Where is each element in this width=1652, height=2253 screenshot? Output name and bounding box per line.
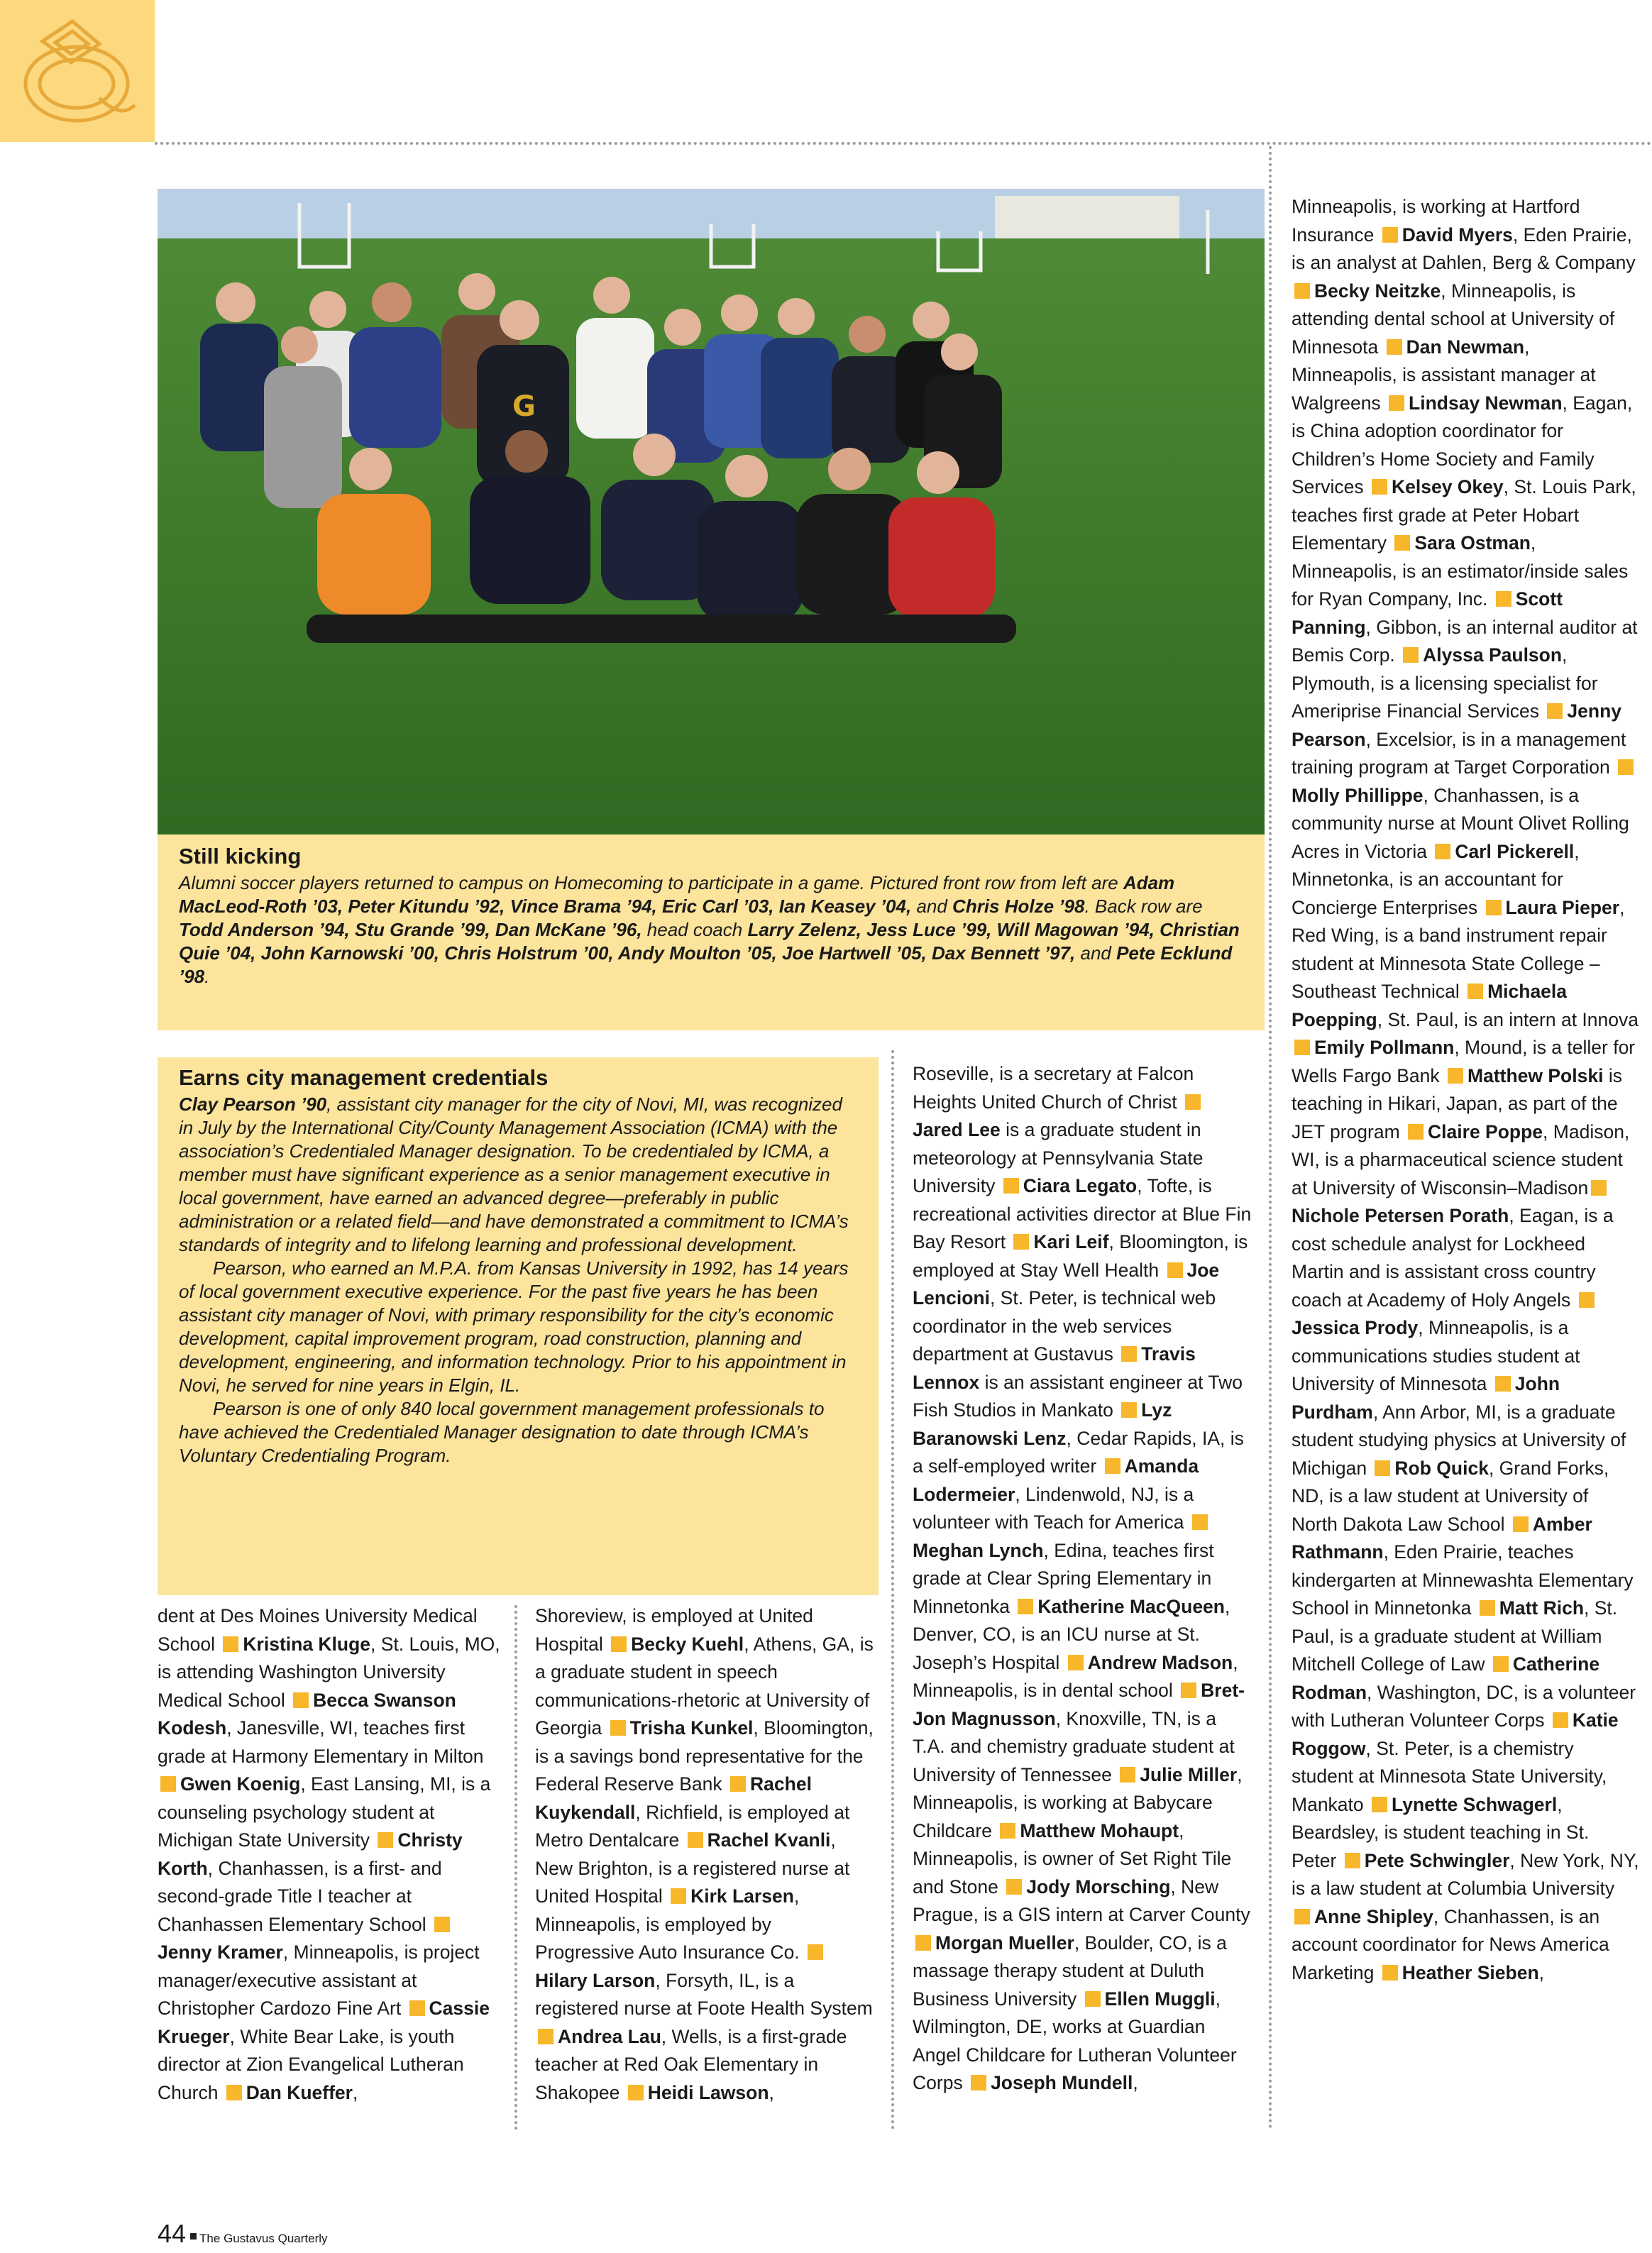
bullet-square-icon bbox=[434, 1917, 450, 1932]
bullet-square-icon bbox=[1181, 1682, 1196, 1698]
entry-text: , Ann Arbor, MI, is a graduate student studying physics at University of Michigan bbox=[1292, 1401, 1626, 1479]
alumni-name: Becky Kuehl bbox=[631, 1633, 744, 1655]
bullet-square-icon bbox=[538, 2029, 554, 2044]
entry-text: , bbox=[1538, 1961, 1545, 1983]
bullet-square-icon bbox=[1085, 1991, 1101, 2007]
team-photo-illustration bbox=[158, 189, 1265, 834]
alumni-name: Andrew Madson bbox=[1087, 1651, 1233, 1673]
bullet-square-icon bbox=[1105, 1458, 1120, 1474]
entry-text: , Minneapolis, is an estimator/inside sales for Ryan Company, Inc. bbox=[1292, 532, 1629, 610]
entry-text: , Chanhassen, is a community nurse at Mount Olivet Rolling Acres in Victoria bbox=[1292, 784, 1629, 862]
alumni-name: Katie Roggow bbox=[1292, 1709, 1619, 1759]
bullet-square-icon bbox=[1000, 1823, 1015, 1839]
entry-text: dent at Des Moines University Medical School bbox=[158, 1605, 478, 1655]
alumni-name: Lynette Schwagerl bbox=[1392, 1793, 1558, 1815]
bullet-square-icon bbox=[1372, 1797, 1387, 1812]
alumni-name: Gwen Koenig bbox=[180, 1773, 301, 1795]
entry-text: Roseville, is a secretary at Falcon Heights United Church of Christ bbox=[913, 1063, 1194, 1113]
entry-text: , St. Peter, is technical web coordinator in the web services department at Gustavus bbox=[913, 1287, 1216, 1365]
alumni-name: Becca Swanson Kodesh bbox=[158, 1689, 456, 1739]
class-notes-column-3 bbox=[913, 1060, 1253, 2098]
entry-text: Minneapolis, is working at Hartford Insurance bbox=[1292, 196, 1580, 246]
entry-text: , Janesville, WI, teaches first grade at Harmony Elementary in Milton bbox=[158, 1717, 484, 1767]
entry-text: , Washington, DC, is a volunteer with Lutheran Volunteer Corps bbox=[1292, 1681, 1636, 1731]
bullet-square-icon bbox=[223, 1636, 238, 1652]
bullet-square-icon bbox=[1192, 1514, 1208, 1530]
bullet-square-icon bbox=[1448, 1068, 1463, 1084]
body-text: and bbox=[1075, 942, 1117, 964]
alumni-name: Matt Rich bbox=[1499, 1597, 1584, 1619]
entry-text: , Eagan, is China adoption coordinator for Children’s Home Society and Family Services bbox=[1292, 392, 1633, 497]
body-text: Pearson is one of only 840 local government management professionals to have achieved the Credentialed Manager designation to date through ICMA’s Voluntary Credentialing Program. bbox=[179, 1398, 825, 1466]
bullet-square-icon bbox=[1013, 1234, 1029, 1250]
entry-text: , New Brighton, is a registered nurse at United Hospital bbox=[535, 1829, 850, 1907]
bullet-square-icon bbox=[293, 1692, 309, 1708]
bullet-square-icon bbox=[1495, 1376, 1511, 1392]
name-text: Larry Zelenz, Jess Luce ’99, Will Magowan ’94, Christian Quie ’04, John Karnowski ’00, Chris Holstrum ’00, Andy Moulton ’05, Joe Hartwell ’05, Dax Bennett ’97, bbox=[179, 919, 1240, 964]
entry-text: , Eagan, is a cost schedule analyst for Lockheed Martin and is assistant cross country coach at Academy of Holy Angels bbox=[1292, 1205, 1614, 1311]
bullet-square-icon bbox=[1591, 1180, 1607, 1196]
bullet-square-icon bbox=[1345, 1853, 1360, 1868]
entry-text: , Minneapolis, is attending dental school at University of Minnesota bbox=[1292, 280, 1615, 358]
alumni-name: Kristina Kluge bbox=[243, 1633, 371, 1655]
entry-text: , Minnetonka, is an accountant for Concierge Enterprises bbox=[1292, 840, 1580, 918]
alumni-name: Lyz Baranowski Lenz bbox=[913, 1399, 1172, 1449]
entry-text: , East Lansing, MI, is a counseling psychology student at Michigan State University bbox=[158, 1773, 491, 1851]
name-text: Clay Pearson ’90 bbox=[179, 1094, 327, 1115]
alumni-name: Christy Korth bbox=[158, 1829, 463, 1879]
alumni-name: Rachel Kuykendall bbox=[535, 1773, 812, 1823]
body-text: . Back row are bbox=[1084, 896, 1203, 917]
entry-text: , bbox=[353, 2081, 358, 2103]
alumni-name: Bret-Jon Magnusson bbox=[913, 1680, 1245, 1729]
alumni-name: Sara Ostman bbox=[1414, 532, 1531, 553]
alumni-name: Hilary Larson bbox=[535, 1969, 656, 1991]
alumni-name: Heidi Lawson bbox=[647, 2081, 769, 2103]
entry-text: , Richfield, is employed at Metro Dentalcare bbox=[535, 1801, 850, 1851]
alumni-name: Alyssa Paulson bbox=[1423, 644, 1563, 666]
header-rule bbox=[155, 142, 1652, 145]
entry-text: , Denver, CO, is an ICU nurse at St. Joseph’s Hospital bbox=[913, 1595, 1230, 1673]
bullet-square-icon bbox=[1018, 1599, 1033, 1614]
caption-title: Still kicking bbox=[179, 844, 302, 869]
alumni-name: John Purdham bbox=[1292, 1373, 1560, 1423]
bullet-square-icon bbox=[1167, 1262, 1183, 1278]
alumni-name: Jenny Pearson bbox=[1292, 700, 1621, 750]
alumni-name: Nichole Petersen Porath bbox=[1292, 1205, 1509, 1226]
bullet-square-icon bbox=[1294, 1909, 1310, 1924]
entry-text: , Beardsley, is student teaching in St. Peter bbox=[1292, 1793, 1590, 1871]
entry-text: , Minneapolis, is working at Babycare Childcare bbox=[913, 1763, 1243, 1841]
entry-text: , Bloomington, is a savings bond representative for the Federal Reserve Bank bbox=[535, 1717, 874, 1795]
bullet-square-icon bbox=[409, 2000, 425, 2016]
alumni-name: Amber Rathmann bbox=[1292, 1513, 1592, 1563]
alumni-name: Travis Lennox bbox=[913, 1343, 1196, 1393]
bullet-square-icon bbox=[1382, 227, 1398, 243]
bullet-square-icon bbox=[1394, 535, 1410, 551]
class-notes-column-1 bbox=[158, 1602, 508, 2107]
bullet-square-icon bbox=[1403, 647, 1419, 663]
bullet-square-icon bbox=[1579, 1292, 1595, 1308]
alumni-name: Jessica Prody bbox=[1292, 1317, 1419, 1338]
bullet-square-icon bbox=[808, 1944, 823, 1960]
column-divider bbox=[891, 1050, 894, 2130]
alumni-name: Cassie Krueger bbox=[158, 1998, 490, 2047]
entry-text: , Tofte, is recreational activities director at Blue Fin Bay Resort bbox=[913, 1175, 1252, 1252]
entry-text: , bbox=[769, 2081, 774, 2103]
sidebar-title: Earns city management credentials bbox=[179, 1065, 549, 1090]
bullet-square-icon bbox=[378, 1832, 393, 1848]
bullet-square-icon bbox=[610, 1720, 626, 1736]
bullet-square-icon bbox=[226, 2085, 242, 2100]
bullet-square-icon bbox=[971, 2075, 986, 2091]
body-text: , assistant city manager for the city of Novi, MI, was recognized in July by the International City/County Management Association (ICMA) with the association’s Credentialed Manager designation. To be credentialed by ICMA, a member must have significant experience as a senior management executive in local government, have earned an advanced degree—preferably in public administration or a related field—and have demonstrated a commitment to ICMA’s standards of integrity and to lifelong learning and professional development. bbox=[179, 1094, 849, 1255]
alumni-name: Carl Pickerell bbox=[1455, 840, 1575, 862]
alumni-name: Matthew Mohaupt bbox=[1020, 1819, 1179, 1841]
bullet-square-icon bbox=[1496, 591, 1511, 607]
alumni-name: Joseph Mundell bbox=[991, 2072, 1133, 2093]
entry-text: , St. Peter, is a chemistry student at Minnesota State University, Mankato bbox=[1292, 1737, 1607, 1815]
alumni-name: Pete Schwingler bbox=[1364, 1849, 1510, 1871]
name-text: Pete Ecklund ’98 bbox=[179, 942, 1233, 987]
class-ring-icon bbox=[14, 13, 149, 133]
alumni-name: Julie Miller bbox=[1140, 1763, 1238, 1785]
bullet-square-icon bbox=[688, 1832, 703, 1848]
entry-text: , Red Wing, is a band instrument repair student at Minnesota State College – Southeast Technical bbox=[1292, 896, 1625, 1002]
bullet-square-icon bbox=[1486, 900, 1502, 915]
entry-text: , Minneapolis, is a communications studies student at University of Minnesota bbox=[1292, 1317, 1580, 1394]
sidebar-paragraph bbox=[179, 1257, 857, 1397]
entry-text: , Wells, is a first-grade teacher at Red Oak Elementary in Shakopee bbox=[535, 2025, 847, 2103]
entry-text: , Bloomington, is employed at Stay Well Health bbox=[913, 1231, 1248, 1281]
alumni-name: Laura Pieper bbox=[1505, 896, 1620, 918]
alumni-name: Becky Neitzke bbox=[1314, 280, 1441, 302]
entry-text: , Gibbon, is an internal auditor at Bemis Corp. bbox=[1292, 616, 1638, 666]
entry-text: , White Bear Lake, is youth director at Zion Evangelical Lutheran Church bbox=[158, 2025, 464, 2103]
entry-text: , Forsyth, IL, is a registered nurse at Foote Health System bbox=[535, 1969, 873, 2019]
entry-text: , Plymouth, is a licensing specialist for Ameriprise Financial Services bbox=[1292, 644, 1598, 722]
entry-text: is an assistant engineer at Two Fish Studios in Mankato bbox=[913, 1371, 1243, 1421]
bullet-square-icon bbox=[1408, 1124, 1424, 1140]
bullet-square-icon bbox=[1003, 1178, 1019, 1194]
bullet-square-icon bbox=[1294, 283, 1310, 299]
sidebar-body bbox=[179, 1093, 857, 1467]
footer-bullet bbox=[190, 2233, 197, 2240]
bullet-square-icon bbox=[1372, 479, 1387, 495]
bullet-square-icon bbox=[1375, 1460, 1390, 1476]
sidebar-paragraph bbox=[179, 1397, 857, 1467]
alumni-name: Amanda Lodermeier bbox=[913, 1455, 1199, 1505]
entry-text: , Eden Prairie, is an analyst at Dahlen, Berg & Company bbox=[1292, 224, 1636, 273]
alumni-name: Matthew Polski bbox=[1467, 1064, 1604, 1086]
bullet-square-icon bbox=[1618, 759, 1634, 775]
photo-caption bbox=[158, 834, 1265, 1030]
sidebar-paragraph bbox=[179, 1093, 857, 1257]
alumni-name: Ciara Legato bbox=[1023, 1175, 1138, 1196]
entry-text: is a graduate student in meteorology at Pennsylvania State University bbox=[913, 1119, 1204, 1196]
body-text: head coach bbox=[641, 919, 748, 940]
alumni-name: Kirk Larsen bbox=[690, 1885, 794, 1907]
bullet-square-icon bbox=[1547, 703, 1563, 719]
entry-text: , Grand Forks, ND, is a law student at University of North Dakota Law School bbox=[1292, 1457, 1609, 1535]
alumni-name: Katherine MacQueen bbox=[1037, 1595, 1225, 1617]
entry-text: , Athens, GA, is a graduate student in speech communications-rhetoric at University of Georgia bbox=[535, 1633, 874, 1739]
entry-text: , Minneapolis, is in dental school bbox=[913, 1651, 1238, 1701]
bullet-square-icon bbox=[611, 1636, 627, 1652]
bullet-square-icon bbox=[628, 2085, 644, 2100]
caption-text bbox=[179, 871, 1243, 988]
entry-text: , Chanhassen, is an account coordinator for News America Marketing bbox=[1292, 1905, 1609, 1983]
alumni-name: Claire Poppe bbox=[1428, 1120, 1543, 1142]
entry-text: , Wilmington, DE, works at Guardian Angel Childcare for Lutheran Volunteer Corps bbox=[913, 1988, 1237, 2093]
alumni-name: Emily Pollmann bbox=[1314, 1037, 1455, 1058]
entry-text: , Cedar Rapids, IA, is a self-employed writer bbox=[913, 1427, 1244, 1477]
alumni-name: Lindsay Newman bbox=[1409, 392, 1563, 414]
bullet-square-icon bbox=[1467, 984, 1483, 999]
entry-text: Shoreview, is employed at United Hospital bbox=[535, 1605, 813, 1655]
bullet-square-icon bbox=[1553, 1712, 1568, 1728]
name-text: Adam MacLeod-Roth ’03, Peter Kitundu ’92, Vince Brama ’94, Eric Carl ’03, Ian Keasey ’04, bbox=[179, 872, 1175, 917]
bullet-square-icon bbox=[1294, 1040, 1310, 1055]
entry-text: , St. Paul, is a graduate student at William Mitchell College of Law bbox=[1292, 1597, 1618, 1675]
class-notes-column-4 bbox=[1292, 193, 1639, 1987]
page-footer bbox=[158, 2220, 328, 2253]
sidebar-story bbox=[158, 1057, 879, 1595]
bullet-square-icon bbox=[1387, 339, 1402, 355]
alumni-name: Trisha Kunkel bbox=[629, 1717, 754, 1739]
entry-text: , Lindenwold, NJ, is a volunteer with Teach for America bbox=[913, 1483, 1194, 1533]
bullet-square-icon bbox=[1120, 1767, 1135, 1783]
name-text: Chris Holze ’98 bbox=[952, 896, 1085, 917]
bullet-square-icon bbox=[1121, 1402, 1137, 1418]
column-divider bbox=[514, 1605, 517, 2130]
entry-text: is teaching in Hikari, Japan, as part of the JET program bbox=[1292, 1064, 1622, 1142]
entry-text: , St. Paul, is an intern at Innova bbox=[1377, 1008, 1639, 1030]
bullet-square-icon bbox=[1493, 1656, 1509, 1672]
alumni-name: Scott Panning bbox=[1292, 588, 1563, 638]
entry-text: , Chanhassen, is a first- and second-grade Title I teacher at Chanhassen Elementary School bbox=[158, 1857, 442, 1935]
entry-text: , Excelsior, is in a management training program at Target Corporation bbox=[1292, 728, 1626, 778]
entry-text: , St. Louis Park, teaches first grade at Peter Hobart Elementary bbox=[1292, 476, 1636, 553]
alumni-name: Michaela Poepping bbox=[1292, 981, 1568, 1030]
entry-text: , Madison, WI, is a pharmaceutical science student at University of Wisconsin–Madison bbox=[1292, 1120, 1630, 1199]
entry-text: , Minneapolis, is employed by Progressive Auto Insurance Co. bbox=[535, 1885, 805, 1963]
body-text: Alumni soccer players returned to campus on Homecoming to participate in a game. Pictured front row from left are bbox=[179, 872, 1123, 893]
alumni-name: Jody Morsching bbox=[1026, 1875, 1171, 1897]
alumni-name: Catherine Rodman bbox=[1292, 1653, 1600, 1703]
bullet-square-icon bbox=[1389, 395, 1404, 411]
bullet-square-icon bbox=[671, 1888, 686, 1904]
alumni-name: Morgan Mueller bbox=[935, 1932, 1074, 1954]
section-tab bbox=[0, 0, 155, 142]
alumni-name: David Myers bbox=[1402, 224, 1513, 246]
alumni-name: Kelsey Okey bbox=[1391, 476, 1504, 497]
entry-text: , Boulder, CO, is a massage therapy student at Duluth Business University bbox=[913, 1932, 1227, 2010]
column-divider bbox=[1269, 146, 1272, 2130]
alumni-name: Jenny Kramer bbox=[158, 1941, 283, 1963]
alumni-name: Dan Newman bbox=[1406, 336, 1525, 358]
bullet-square-icon bbox=[1513, 1516, 1529, 1532]
entry-text: , Minneapolis, is assistant manager at Walgreens bbox=[1292, 336, 1596, 414]
bullet-square-icon bbox=[1185, 1094, 1201, 1110]
entry-text: , St. Louis, MO, is attending Washington University Medical School bbox=[158, 1633, 500, 1711]
svg-text:G: G bbox=[512, 390, 536, 423]
alumni-name: Rob Quick bbox=[1394, 1457, 1489, 1479]
class-notes-column-2 bbox=[535, 1602, 876, 2107]
bullet-square-icon bbox=[160, 1776, 176, 1792]
alumni-name: Anne Shipley bbox=[1314, 1905, 1433, 1927]
entry-text: , Minneapolis, is project manager/executive assistant at Christopher Cardozo Fine Art bbox=[158, 1941, 480, 2019]
body-text: and bbox=[911, 896, 953, 917]
team-photo bbox=[158, 189, 1265, 834]
entry-text: , Knoxville, TN, is a T.A. and chemistry graduate student at University of Tennessee bbox=[913, 1707, 1235, 1785]
bullet-square-icon bbox=[1480, 1600, 1495, 1616]
body-text: Pearson, who earned an M.P.A. from Kansas University in 1992, has 14 years of local government executive experience. For the past five years he has been assistant city manager of Novi, with primary responsibility for the city’s economic development, capital improvement program, road construction, planning and development, engineering, and information technology. Prior to his appointment in Novi, he served for nine years in Elgin, IL. bbox=[179, 1257, 849, 1396]
alumni-name: Rachel Kvanli bbox=[707, 1829, 831, 1851]
entry-text: , Eden Prairie, teaches kindergarten at Minnewashta Elementary School in Minnetonka bbox=[1292, 1541, 1634, 1619]
alumni-name: Jared Lee bbox=[913, 1119, 1001, 1140]
bullet-square-icon bbox=[730, 1776, 746, 1792]
alumni-name: Dan Kueffer bbox=[246, 2081, 353, 2103]
alumni-name: Molly Phillippe bbox=[1292, 784, 1424, 806]
entry-text: , Minneapolis, is owner of Set Right Tile and Stone bbox=[913, 1819, 1232, 1897]
name-text: Todd Anderson ’94, Stu Grande ’99, Dan McKane ’96, bbox=[179, 919, 642, 940]
bullet-square-icon bbox=[1006, 1879, 1022, 1895]
body-text: . bbox=[204, 966, 210, 987]
publication-name: The Gustavus Quarterly bbox=[199, 2232, 328, 2245]
entry-text: , bbox=[1133, 2072, 1138, 2093]
alumni-name: Kari Leif bbox=[1033, 1231, 1109, 1252]
entry-text: , New Prague, is a GIS intern at Carver County bbox=[913, 1875, 1250, 1925]
bullet-square-icon bbox=[1121, 1346, 1137, 1362]
alumni-name: Ellen Muggli bbox=[1104, 1988, 1216, 2010]
entry-text: , Edina, teaches first grade at Clear Spring Elementary in Minnetonka bbox=[913, 1539, 1214, 1617]
bullet-square-icon bbox=[1435, 844, 1450, 859]
alumni-name: Joe Lencioni bbox=[913, 1259, 1220, 1309]
entry-text: , Mound, is a teller for Wells Fargo Bank bbox=[1292, 1037, 1636, 1086]
entry-text: , New York, NY, is a law student at Columbia University bbox=[1292, 1849, 1639, 1899]
alumni-name: Meghan Lynch bbox=[913, 1539, 1044, 1561]
bullet-square-icon bbox=[1382, 1965, 1398, 1981]
alumni-name: Andrea Lau bbox=[558, 2025, 661, 2047]
bullet-square-icon bbox=[1068, 1655, 1084, 1670]
bullet-square-icon bbox=[915, 1935, 931, 1951]
alumni-name: Heather Sieben bbox=[1402, 1961, 1539, 1983]
page-number: 44 bbox=[158, 2219, 187, 2248]
